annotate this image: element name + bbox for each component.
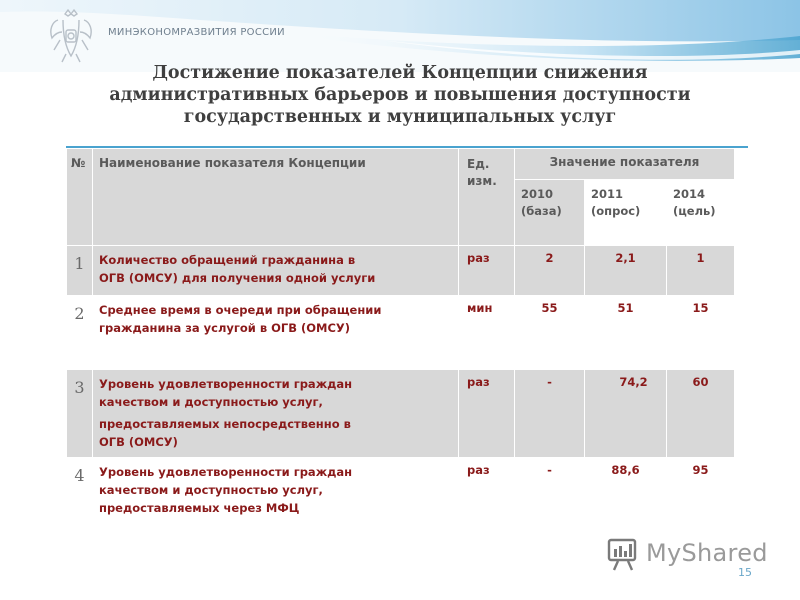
row-num: 1: [67, 246, 93, 296]
row-value-2014: 1: [667, 246, 735, 296]
row-unit: раз: [459, 370, 515, 458]
table-row: [67, 246, 735, 296]
row-value-2011: 88,6: [585, 458, 667, 522]
header-name: Наименование показателя Концепции: [93, 149, 459, 246]
slide-title: [60, 62, 740, 128]
row-value-2014: 60: [667, 370, 735, 458]
indicators-table: [66, 148, 735, 522]
header-value: Значение показателя: [515, 149, 735, 180]
row-name: Уровень удовлетворенности граждан качеством и доступностью услуг, предоставляемых через МФЦ: [93, 458, 459, 522]
myshared-logo-icon: [606, 537, 642, 573]
header-unit: Ед. изм.: [459, 149, 515, 246]
row-value-2010: 55: [515, 296, 585, 370]
row-num: 3: [67, 370, 93, 458]
header-num: №: [67, 149, 93, 246]
header-year-2011: 2011 (опрос): [585, 180, 667, 246]
row-name: Среднее время в очереди при обращении гражданина за услугой в ОГВ (ОМСУ): [93, 296, 459, 370]
row-num: 4: [67, 458, 93, 522]
row-unit: раз: [459, 458, 515, 522]
header-year-2014: 2014 (цель): [667, 180, 735, 246]
ministry-label: МИНЭКОНОМРАЗВИТИЯ РОССИИ: [108, 27, 285, 38]
myshared-logo-text: MyShared: [646, 539, 768, 567]
row-unit: раз: [459, 246, 515, 296]
row-value-2011: 2,1: [585, 246, 667, 296]
table-row: [67, 296, 735, 370]
row-name: Уровень удовлетворенности граждан качеством и доступностью услуг, предоставляемых непосредственно в ОГВ (ОМСУ): [93, 370, 459, 458]
title-line: Достижение показателей Концепции снижения: [152, 63, 648, 83]
coat-of-arms-icon: [46, 6, 96, 66]
title-line: административных барьеров и повышения доступности: [109, 85, 691, 105]
table-row: [67, 370, 735, 458]
row-value-2011: 51: [585, 296, 667, 370]
row-num: 2: [67, 296, 93, 370]
row-value-2010: -: [515, 458, 585, 522]
table-row: [67, 458, 735, 522]
row-value-2010: 2: [515, 246, 585, 296]
row-name: Количество обращений гражданина в ОГВ (ОМСУ) для получения одной услуги: [93, 246, 459, 296]
page-number: 15: [738, 566, 752, 579]
header-year-2010: 2010 (база): [515, 180, 585, 246]
row-value-2011: 74,2: [585, 370, 667, 458]
row-unit: мин: [459, 296, 515, 370]
row-value-2014: 95: [667, 458, 735, 522]
row-value-2014: 15: [667, 296, 735, 370]
title-line: государственных и муниципальных услуг: [183, 107, 617, 127]
row-value-2010: -: [515, 370, 585, 458]
